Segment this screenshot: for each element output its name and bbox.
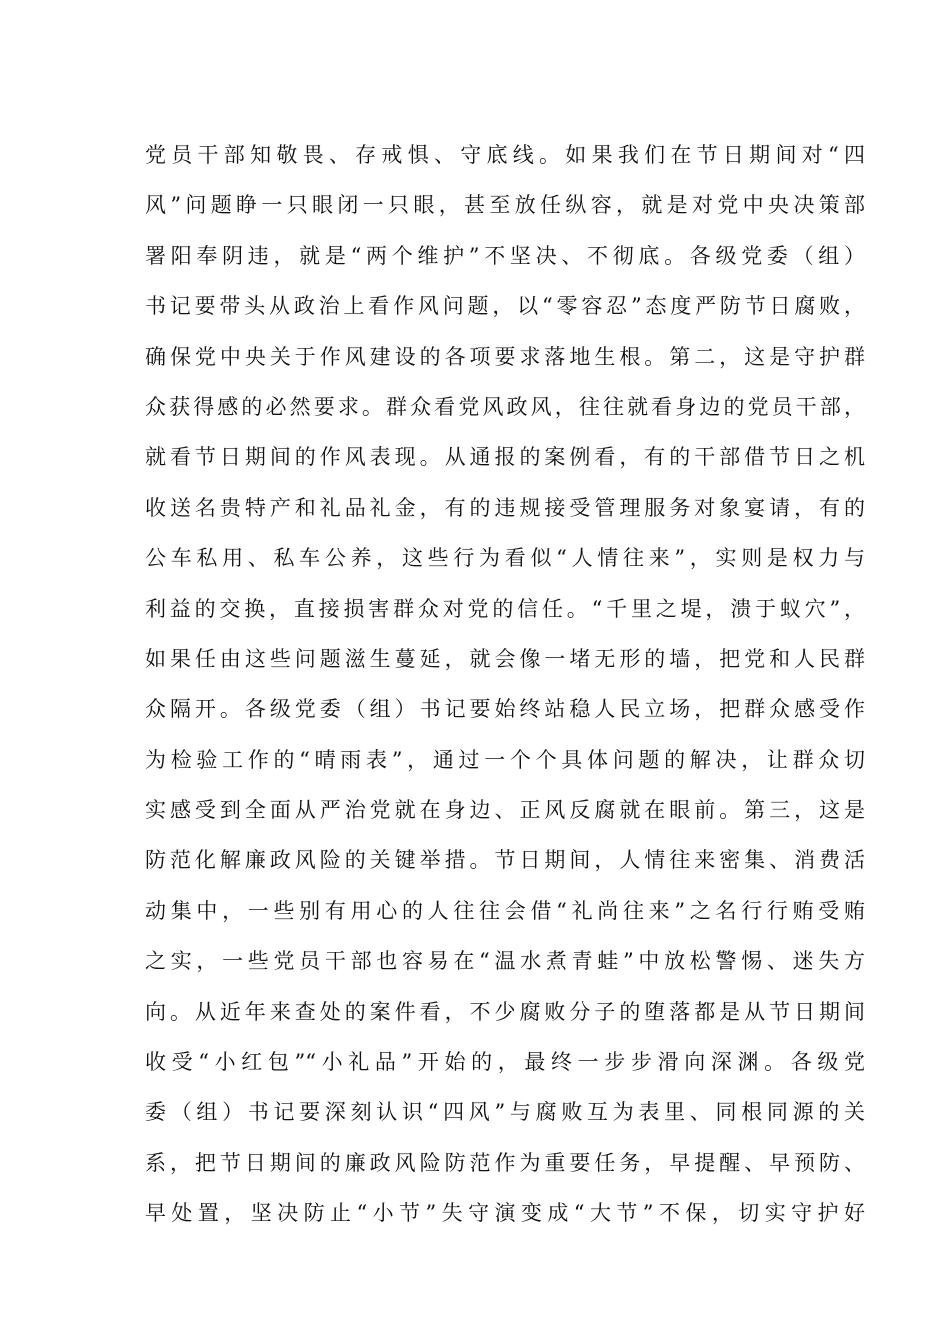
text-line-20: 委（组）书记要深刻认识“四风”与腐败互为表里、同根同源的关 <box>145 1100 865 1125</box>
text-line-19: 收受“小红包”“小礼品”开始的，最终一步步滑向深渊。各级党 <box>145 1050 865 1075</box>
text-line-2: 风”问题睁一只眼闭一只眼，甚至放任纵容，就是对党中央决策部 <box>145 193 865 218</box>
text-line-14: 实感受到全面从严治党就在身边、正风反腐就在眼前。第三，这是 <box>145 798 865 823</box>
text-line-22: 早处置，坚决防止“小节”失守演变成“大节”不保，切实守护好 <box>145 1201 865 1226</box>
text-line-9: 公车私用、私车公养，这些行为看似“人情往来”，实则是权力与 <box>145 546 865 571</box>
text-line-8: 收送名贵特产和礼品礼金，有的违规接受管理服务对象宴请，有的 <box>145 495 865 520</box>
text-line-3: 署阳奉阴违，就是“两个维护”不坚决、不彻底。各级党委（组） <box>145 243 865 268</box>
text-line-13: 为检验工作的“晴雨表”，通过一个个具体问题的解决，让群众切 <box>145 747 865 772</box>
text-line-12: 众隔开。各级党委（组）书记要始终站稳人民立场，把群众感受作 <box>145 697 865 722</box>
text-line-5: 确保党中央关于作风建设的各项要求落地生根。第二，这是守护群 <box>145 344 865 369</box>
text-line-10: 利益的交换，直接损害群众对党的信任。“千里之堤，溃于蚁穴”， <box>145 596 865 621</box>
text-line-17: 之实，一些党员干部也容易在“温水煮青蛙”中放松警惕、迷失方 <box>145 949 865 974</box>
text-line-16: 动集中，一些别有用心的人往往会借“礼尚往来”之名行行贿受贿 <box>145 898 865 923</box>
body-text <box>145 130 865 1239</box>
text-line-6: 众获得感的必然要求。群众看党风政风，往往就看身边的党员干部， <box>145 394 865 419</box>
text-line-11: 如果任由这些问题滋生蔓延，就会像一堵无形的墙，把党和人民群 <box>145 646 865 671</box>
text-line-7: 就看节日期间的作风表现。从通报的案例看，有的干部借节日之机 <box>145 445 865 470</box>
text-line-15: 防范化解廉政风险的关键举措。节日期间，人情往来密集、消费活 <box>145 848 865 873</box>
text-line-21: 系，把节日期间的廉政风险防范作为重要任务，早提醒、早预防、 <box>145 1150 865 1175</box>
text-line-18: 向。从近年来查处的案件看，不少腐败分子的堕落都是从节日期间 <box>145 999 865 1024</box>
text-line-4: 书记要带头从政治上看作风问题，以“零容忍”态度严防节日腐败， <box>145 294 865 319</box>
text-line-1: 党员干部知敬畏、存戒惧、守底线。如果我们在节日期间对“四 <box>145 143 865 167</box>
